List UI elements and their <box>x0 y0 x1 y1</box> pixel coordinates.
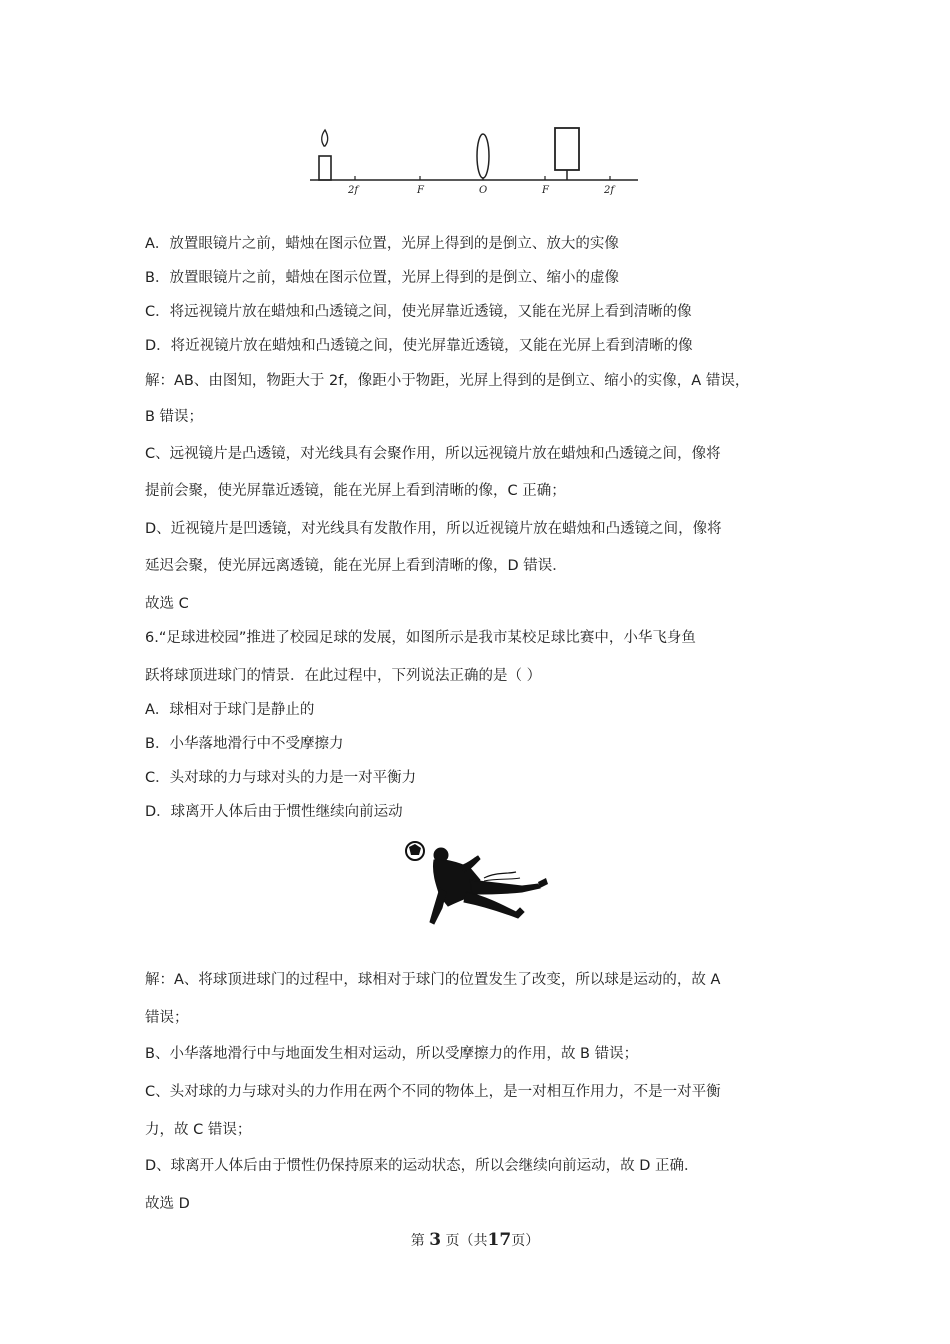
footer-middle: 页（共 <box>445 1233 488 1249</box>
q6-option-b: B．小华落地滑行中不受摩擦力 <box>145 736 344 752</box>
player-icon <box>430 848 540 924</box>
q6-solution-line: D、球离开人体后由于惯性仍保持原来的运动状态，所以会继续向前运动，故 D 正确． <box>145 1158 699 1174</box>
q6-solution-line: 力，故 C 错误； <box>145 1122 252 1138</box>
q5-option-c: C．将远视镜片放在蜡烛和凸透镜之间，使光屏靠近透镜，又能在光屏上看到清晰的像 <box>145 304 692 320</box>
q6-stem-line: 6.“足球进校园”推进了校园足球的发展，如图所示是我市某校足球比赛中，小华飞身鱼 <box>145 630 696 646</box>
light-screen <box>555 128 579 180</box>
label-f-left: F <box>417 185 424 196</box>
q5-solution-line: B 错误； <box>145 409 204 425</box>
q6-option-d: D．球离开人体后由于惯性继续向前运动 <box>145 804 403 820</box>
q6-solution-line: C、头对球的力与球对头的力作用在两个不同的物体上，是一对相互作用力，不是一对平衡 <box>145 1084 721 1100</box>
convex-lens <box>477 134 489 178</box>
footer-suffix: 页） <box>511 1233 540 1249</box>
q5-solution-line: 解：AB、由图知，物距大于 2f，像距小于物距，光屏上得到的是倒立、缩小的实像，A 错误， <box>145 373 750 389</box>
q6-option-a: A．球相对于球门是静止的 <box>145 702 315 718</box>
label-2f-left: 2f <box>348 185 359 196</box>
q5-answer: 故选 C <box>145 596 189 612</box>
q5-option-a: A．放置眼镜片之前，蜡烛在图示位置，光屏上得到的是倒立、放大的实像 <box>145 236 619 252</box>
q6-solution-line: 错误； <box>145 1010 189 1026</box>
label-2f-right: 2f <box>604 185 615 196</box>
q6-option-c: C．头对球的力与球对头的力是一对平衡力 <box>145 770 417 786</box>
q6-solution-line: 解：A、将球顶进球门的过程中，球相对于球门的位置发生了改变，所以球是运动的，故 A <box>145 972 721 988</box>
q6-answer: 故选 D <box>145 1196 190 1212</box>
candle-icon <box>319 130 331 180</box>
q5-solution-line: 提前会聚，使光屏靠近透镜，能在光屏上看到清晰的像，C 正确； <box>145 483 566 499</box>
label-f-right: F <box>542 185 549 196</box>
footer-prefix: 第 <box>410 1233 425 1249</box>
page-footer <box>0 1230 950 1250</box>
q5-option-b: B．放置眼镜片之前，蜡烛在图示位置，光屏上得到的是倒立、缩小的虚像 <box>145 270 619 286</box>
label-o: O <box>479 185 488 196</box>
soccer-header-figure <box>400 836 555 936</box>
soccer-ball-icon <box>406 842 424 860</box>
q5-solution-line: D、近视镜片是凹透镜，对光线具有发散作用，所以近视镜片放在蜡烛和凸透镜之间，像将 <box>145 521 722 537</box>
q5-solution-line: 延迟会聚，使光屏远离透镜，能在光屏上看到清晰的像，D 错误． <box>145 558 567 574</box>
footer-total-pages: 17 <box>487 1230 512 1250</box>
footer-page-number: 3 <box>429 1230 442 1250</box>
q5-option-d: D．将近视镜片放在蜡烛和凸透镜之间，使光屏靠近透镜，又能在光屏上看到清晰的像 <box>145 338 693 354</box>
q5-solution-line: C、远视镜片是凸透镜，对光线具有会聚作用，所以远视镜片放在蜡烛和凸透镜之间，像将 <box>145 446 721 462</box>
lens-diagram <box>305 120 645 200</box>
q6-stem-line: 跃将球顶进球门的情景．在此过程中，下列说法正确的是（ ） <box>145 668 542 684</box>
q6-solution-line: B、小华落地滑行中与地面发生相对运动，所以受摩擦力的作用，故 B 错误； <box>145 1046 639 1062</box>
